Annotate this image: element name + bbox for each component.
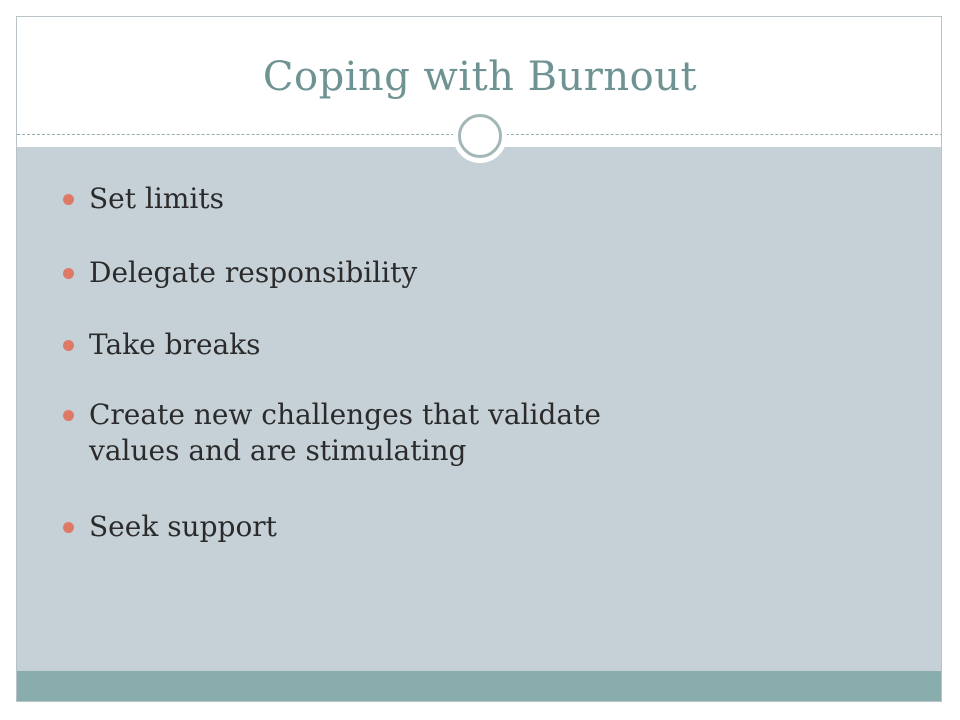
footer-band bbox=[17, 671, 942, 702]
bullet-dot-icon bbox=[63, 194, 74, 205]
bullet-dot-icon bbox=[63, 410, 74, 421]
slide-frame bbox=[16, 16, 942, 702]
bullet-dot-icon bbox=[63, 268, 74, 279]
bullet-dot-icon bbox=[63, 522, 74, 533]
bullet-text: Set limits bbox=[89, 182, 224, 215]
ring-icon bbox=[458, 114, 502, 158]
bullet-dot-icon bbox=[63, 340, 74, 351]
circle-ornament-icon bbox=[453, 109, 507, 163]
content-area bbox=[17, 147, 942, 671]
bullet-item bbox=[63, 181, 763, 217]
slide-title: Coping with Burnout bbox=[262, 54, 698, 100]
bullet-item bbox=[63, 255, 763, 291]
bullet-text: Take breaks bbox=[89, 328, 261, 361]
bullet-item bbox=[63, 397, 663, 469]
bullet-text: Create new challenges that validate values and are stimulating bbox=[89, 398, 601, 467]
bullet-text: Seek support bbox=[89, 510, 277, 543]
bullet-text: Delegate responsibility bbox=[89, 256, 418, 289]
bullet-item bbox=[63, 327, 763, 363]
bullet-item bbox=[63, 509, 763, 545]
